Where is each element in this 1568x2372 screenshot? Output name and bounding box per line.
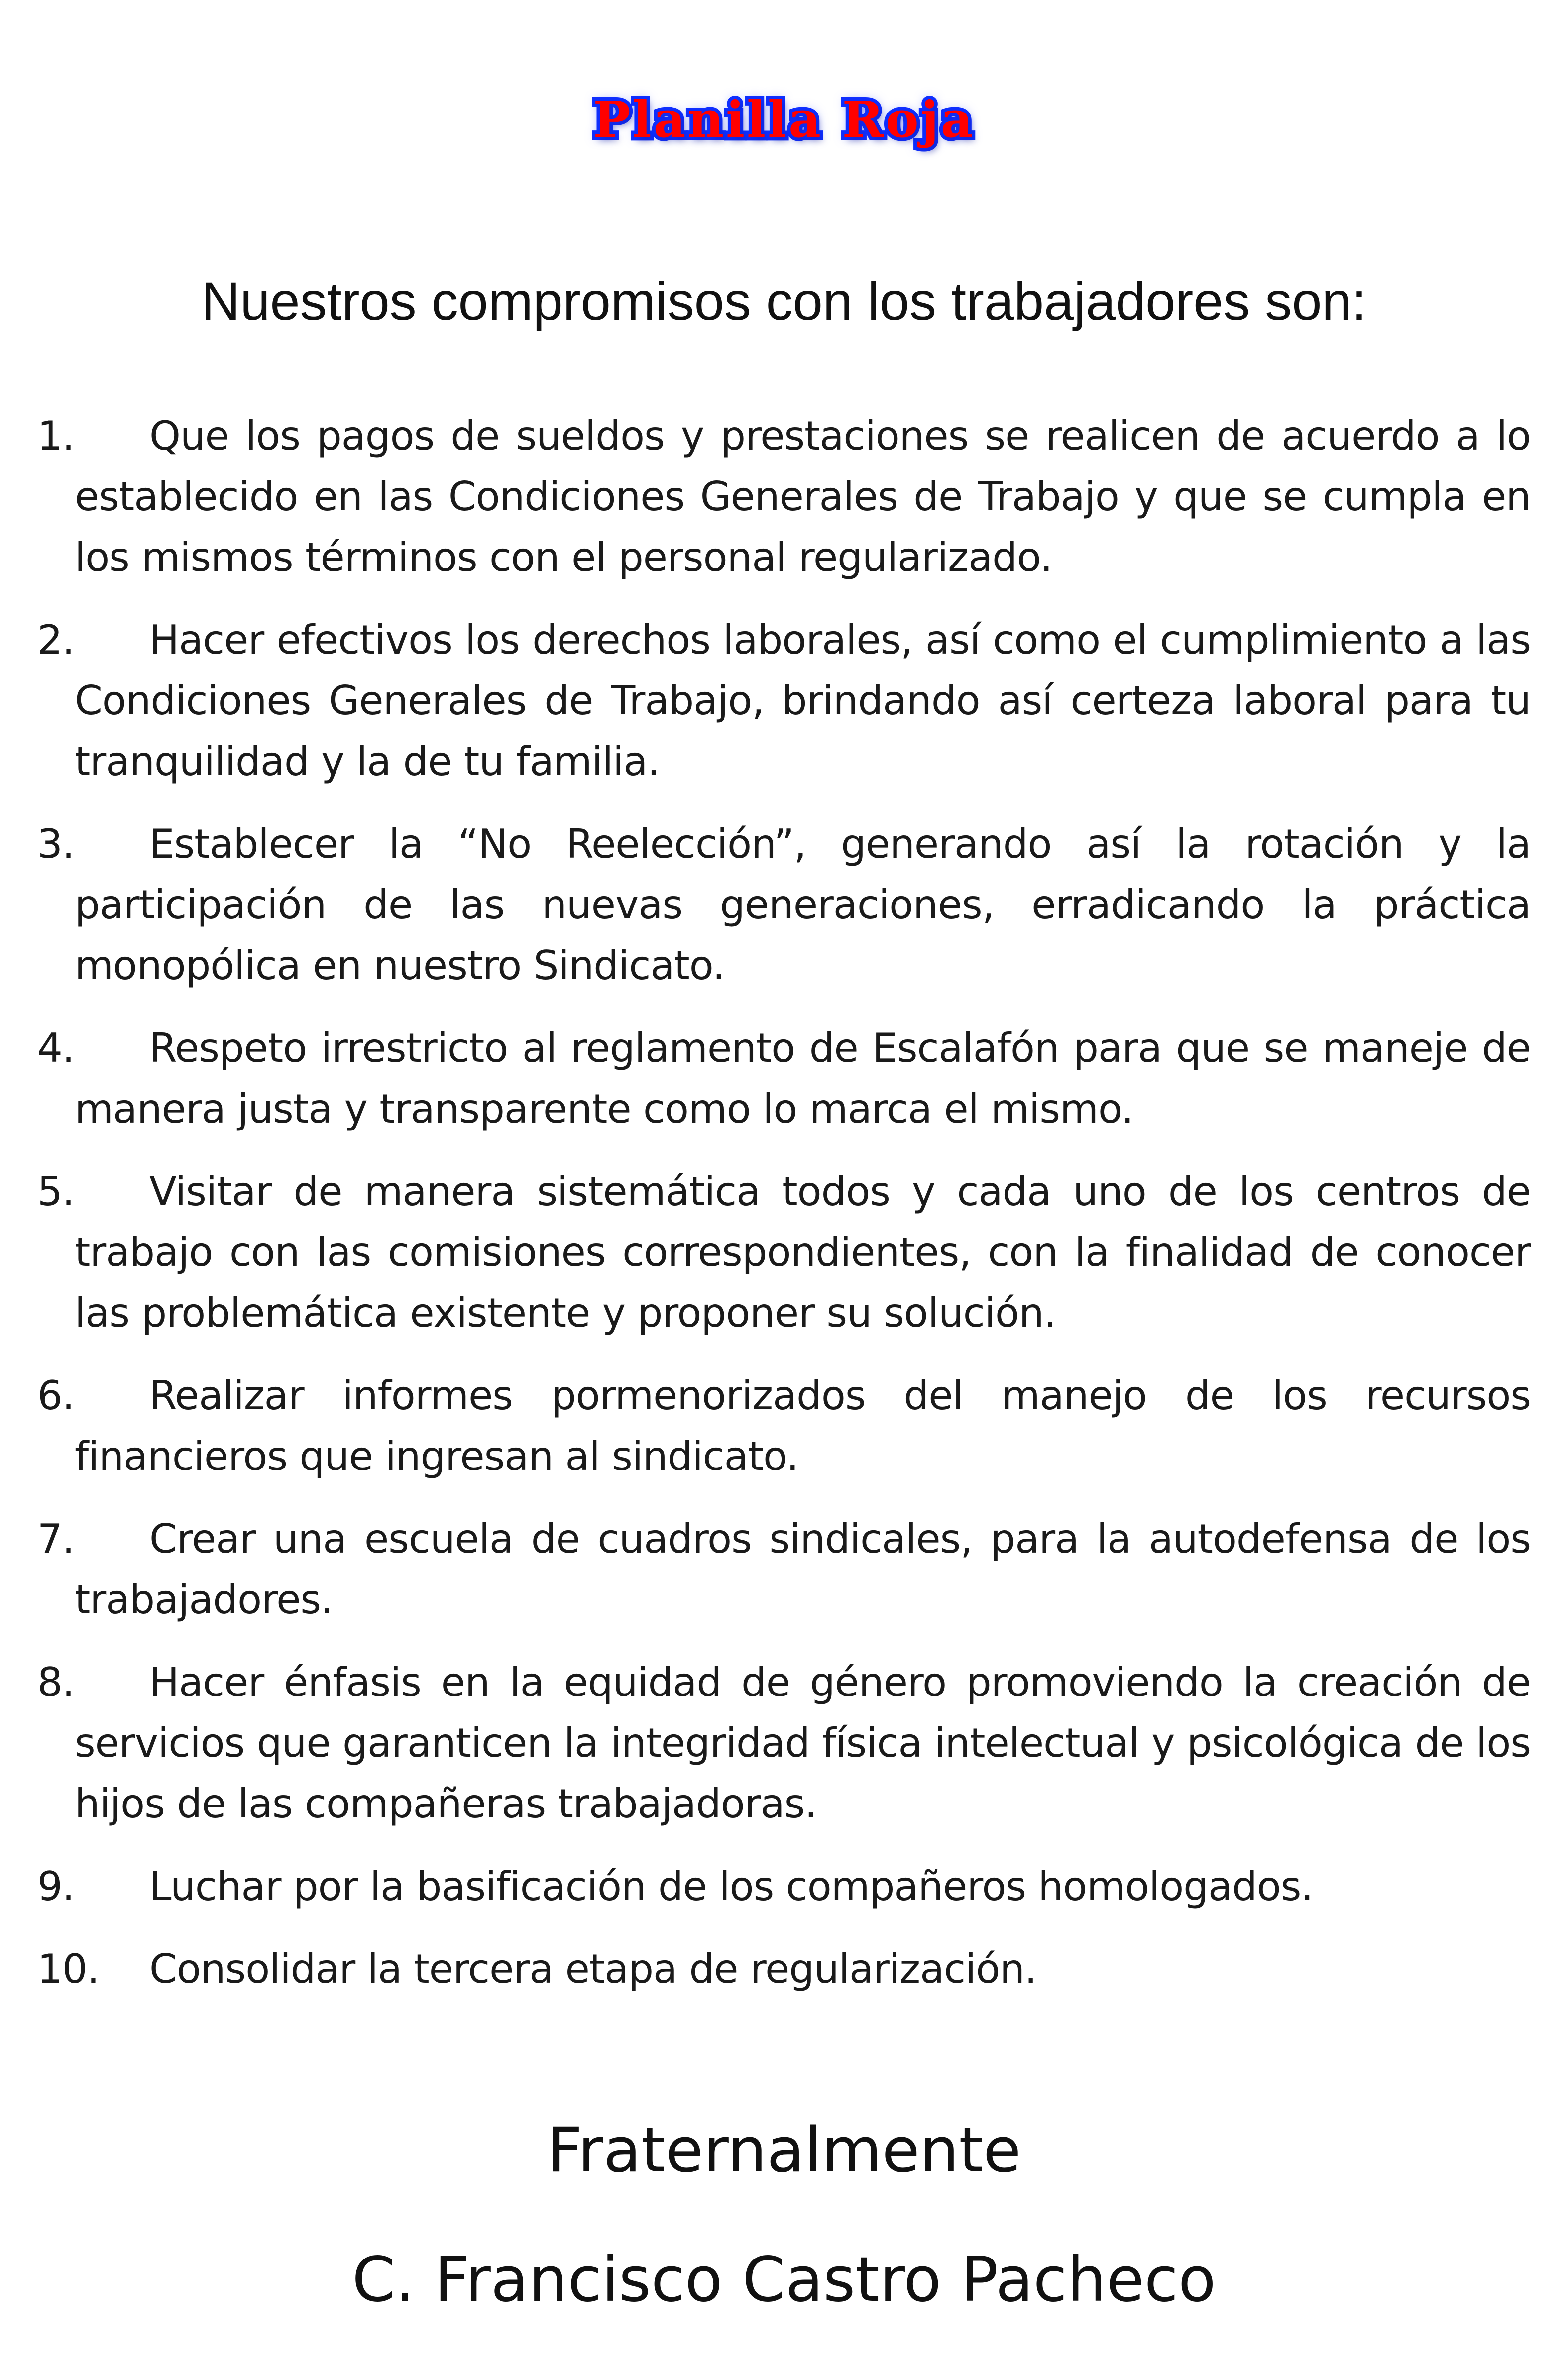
list-item-number: 5. [37, 1168, 75, 1215]
list-item-number: 1. [37, 413, 75, 459]
closing-text: Fraternalmente [547, 2115, 1021, 2186]
page-title: Planilla Roja [593, 90, 975, 149]
list-item [37, 1365, 1531, 1487]
list-item-text: Hacer efectivos los derechos laborales, así como el cumplimiento a las Condiciones Generales de Trabajo, brindando así certeza laboral para tu tranquilidad y la de tu familia. [75, 617, 1531, 785]
list-item-number: 9. [37, 1863, 75, 1910]
list-item-number: 4. [37, 1025, 75, 1071]
list-item [37, 1652, 1531, 1834]
list-item [37, 1856, 1531, 1917]
list-item-text: Crear una escuela de cuadros sindicales, para la autodefensa de los trabajadores. [75, 1516, 1531, 1623]
list-item-number: 2. [37, 617, 75, 663]
list-item [37, 406, 1531, 588]
list-item-text: Hacer énfasis en la equidad de género promoviendo la creación de servicios que garanticen la integridad física intelectual y psicológica de los hijos de las compañeras trabajadoras. [75, 1659, 1531, 1827]
list-item [37, 814, 1531, 996]
list-item-text: Realizar informes pormenorizados del manejo de los recursos financieros que ingresan al sindicato. [75, 1372, 1531, 1479]
list-item-number: 7. [37, 1516, 75, 1562]
list-item-number: 3. [37, 821, 75, 867]
page-subtitle: Nuestros compromisos con los trabajadores son: [201, 271, 1367, 331]
list-item-text: Respeto irrestricto al reglamento de Escalafón para que se maneje de manera justa y transparente como lo marca el mismo. [75, 1025, 1531, 1132]
list-item [37, 1018, 1531, 1139]
list-item [37, 1509, 1531, 1630]
list-item-text: Establecer la “No Reelección”, generando así la rotación y la participación de las nuevas generaciones, erradicando la práctica monopólica en nuestro Sindicato. [75, 821, 1531, 989]
list-item-number: 10. [37, 1946, 100, 1992]
commitments-list [37, 406, 1531, 2022]
list-item-number: 8. [37, 1659, 75, 1705]
list-item-text: Que los pagos de sueldos y prestaciones se realicen de acuerdo a lo establecido en las Condiciones Generales de Trabajo y que se cumpla en los mismos términos con el personal regularizado. [75, 413, 1531, 580]
signature-name: C. Francisco Castro Pacheco [352, 2244, 1216, 2316]
list-item [37, 1939, 1531, 2000]
list-item-number: 6. [37, 1372, 75, 1419]
list-item [37, 1161, 1531, 1344]
list-item-text: Luchar por la basificación de los compañeros homologados. [149, 1863, 1313, 1910]
list-item-text: Visitar de manera sistemática todos y cada uno de los centros de trabajo con las comisiones correspondientes, con la finalidad de conocer las problemática existente y proponer su solución. [75, 1168, 1531, 1336]
list-item-text: Consolidar la tercera etapa de regularización. [149, 1946, 1037, 1992]
list-item [37, 610, 1531, 792]
